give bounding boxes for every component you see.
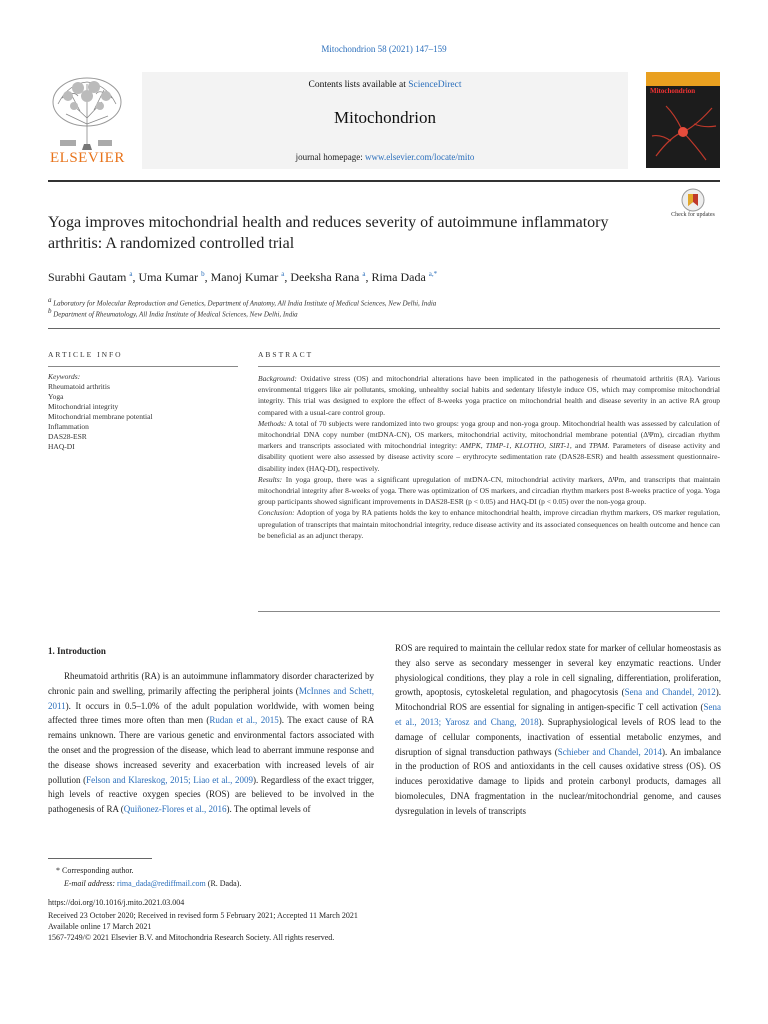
- email-link[interactable]: rima_dada@rediffmail.com: [117, 879, 206, 888]
- homepage-prefix: journal homepage:: [295, 152, 366, 162]
- abstract-rule: [258, 366, 720, 367]
- intro-text: ). The exact cause of RA remains unknown. There are various genetic and environmental factors associated with the onset and the progression of the disease, which lead to aberrant immune response and the disease shows increased severity and exacerbation with increased levels of air pollution (: [48, 715, 374, 785]
- keyword-item: Rheumatoid arthritis: [48, 382, 110, 391]
- header-rule: [48, 180, 720, 182]
- keywords-block: [48, 372, 153, 452]
- abstract-heading: ABSTRACT: [258, 350, 314, 359]
- check-for-updates-icon[interactable]: [677, 188, 711, 230]
- abstract-methods-and: and: [571, 441, 590, 451]
- intro-text: ). It occurs in 0.5–1.0% of the adult population worldwide, with women being affected three times more often than men (: [48, 700, 374, 726]
- introduction-heading: 1. Introduction: [48, 646, 106, 656]
- journal-cover-image: [646, 72, 720, 168]
- abstract-methods-text: A total of 70 subjects were randomized into two groups: yoga group and non-yoga group. Mitochondrial health was assessed by calculation of mitochondrial DNA copy number (mtDNA-CN), OS markers, mitochondrial activity, mitochondrial membrane potential (ΔΨm), circadian rhythm markers and transcripts associated with mitochondrial integrity:: [258, 418, 720, 451]
- abstract-results-label: Results:: [258, 474, 283, 484]
- article-info-heading: ARTICLE INFO: [48, 350, 123, 359]
- keyword-item: Mitochondrial integrity: [48, 402, 119, 411]
- abstract-background-label: Background:: [258, 374, 297, 383]
- author-affiliation-marker[interactable]: a: [362, 270, 366, 278]
- article-info-rule: [48, 366, 238, 367]
- keyword-item: Inflammation: [48, 422, 89, 431]
- journal-citation-link[interactable]: Mitochondrion 58 (2021) 147–159: [321, 44, 447, 54]
- citation-link[interactable]: Quiñonez-Flores et al., 2016: [123, 804, 227, 815]
- abstract-results: [258, 474, 720, 508]
- abstract-background-text: Oxidative stress (OS) and mitochondrial alterations have been implicated in the pathogenesis of rheumatoid arthritis (RA). Various environmental triggers like air pollutants, smoking, unhealthy social habits and sedentary lifestyle induce OS, which may compromise mitochondrial integrity. This trial was designed to explore the effect of 8-weeks yoga practice on mitochondrial health and disease severity in an active RA group compared with a usual-care control group.: [258, 374, 720, 417]
- affiliation-text: Department of Rheumatology, All India Institute of Medical Sciences, New Delhi, India: [53, 310, 298, 319]
- asterisk-marker: *: [56, 866, 60, 875]
- citation-link[interactable]: Felson and Klareskog, 2015; Liao et al., 2009: [86, 774, 253, 785]
- footnote-rule: [48, 858, 152, 859]
- abstract-methods: [258, 418, 720, 474]
- cover-title: Mitochondrion: [650, 87, 696, 95]
- intro-paragraph-2: [395, 641, 721, 819]
- corresponding-text: Corresponding author.: [62, 866, 134, 875]
- intro-text: ROS are required to maintain the cellular redox state for marker of cellular homeostasis as they also serve as secondary messenger in several key enzymatic reactions. Under physiological conditions, they play a role in cell signaling, differentiation, proliferation, growth, apoptosis, cytoskeletal regulation, and phagocytosis (: [395, 643, 721, 698]
- contents-prefix: Contents lists available at: [308, 80, 409, 90]
- copyright: 1567-7249/© 2021 Elsevier B.V. and Mitochondria Research Society. All rights reserved.: [48, 933, 335, 942]
- email-suffix: (R. Dada).: [207, 879, 242, 888]
- abstract-methods-text-2: . Parameters of disease activity and disability quotient were also assessed by disease activity score – erythrocyte sedimentation rate (DAS28-ESR) and health assessment questionnaire-disability index (HAQ-DI), respectively.: [258, 441, 721, 473]
- abstract-conclusion: [258, 507, 720, 541]
- email-note: [64, 879, 241, 888]
- abstract-background: [258, 373, 720, 418]
- homepage-link[interactable]: www.elsevier.com/locate/mito: [365, 152, 475, 162]
- intro-text: Rheumatoid arthritis (RA) is an autoimmune inflammatory disorder characterized by chronic pain and swelling, primarily affecting the peripheral joints (: [48, 671, 374, 696]
- author-affiliation-marker[interactable]: a: [281, 270, 285, 278]
- author-name[interactable]: Surabhi Gautam: [48, 270, 127, 284]
- keywords-label: Keywords:: [48, 372, 81, 381]
- abstract-methods-tpam: TPAM: [589, 441, 608, 451]
- cover-banner: [646, 72, 720, 86]
- affiliation-a: [48, 296, 436, 307]
- intro-text: ). Mitochondrial ROS are essential for signaling in antigen-specific T cell activation (: [395, 687, 721, 713]
- check-for-updates-label[interactable]: Check for updates: [671, 212, 715, 218]
- abstract-results-text: In yoga group, there was a significant upregulation of mtDNA-CN, mitochondrial activity markers, ΔΨm, and transcripts that maintain mitochondrial integrity after 8-weeks of yoga. There was optimization of OS markers, and circadian rhythm markers post 8-weeks practice of yoga. Yoga group participants showed significant improvements in DAS28-ESR (p < 0.05) and HAQ-DI (p < 0.05) over the non-yoga group.: [258, 474, 720, 507]
- abstract-methods-genes: AMPK, TIMP-1, KLOTHO, SIRT-1,: [460, 441, 572, 451]
- author-affiliation-marker[interactable]: b: [201, 270, 205, 278]
- citation-link[interactable]: Rudan et al., 2015: [209, 715, 279, 726]
- abstract-bottom-rule: [258, 611, 720, 612]
- abstract-conclusion-text: Adoption of yoga by RA patients holds the key to enhance mitochondrial health, improve circadian rhythm markers, OS marker regulation, upregulation of transcripts that maintain mitochondrial integrity, reduce disease activity and its associated consequences on health outcome and hence can be beneficial as an adjunct therapy.: [258, 508, 720, 540]
- affiliation-b: [48, 307, 298, 318]
- keyword-item: HAQ-DI: [48, 442, 75, 451]
- citation-link[interactable]: Sena et al., 2013; Yarosz and Chang, 2018: [395, 702, 721, 727]
- citation-link[interactable]: Schieber and Chandel, 2014: [557, 746, 662, 757]
- affiliation-marker: b: [48, 307, 52, 315]
- intro-text: ). An imbalance in the production of ROS and antioxidants in the cell causes oxidative stress (OS). OS induces peroxidative damage to lipids and protein carbonyl products, damages all biomolecules, DNA fragmentation in the nuclear/mitochondrial genome, and causes dysregulation in levels of transcripts: [395, 746, 721, 816]
- abstract-body: [258, 373, 720, 541]
- body-column-right: [395, 641, 721, 819]
- journal-homepage: [142, 152, 628, 162]
- intro-paragraph-1: [48, 669, 374, 817]
- journal-name: Mitochondrion: [334, 108, 436, 127]
- email-label: E-mail address:: [64, 879, 116, 888]
- affiliation-marker: a: [48, 296, 52, 304]
- elsevier-wordmark: ELSEVIER: [50, 150, 125, 166]
- author-affiliation-marker[interactable]: a,*: [428, 270, 438, 278]
- keyword-item: DAS28-ESR: [48, 432, 87, 441]
- keyword-item: Yoga: [48, 392, 64, 401]
- author-name[interactable]: Manoj Kumar: [210, 270, 279, 284]
- section-rule: [48, 328, 720, 329]
- article-title: Yoga improves mitochondrial health and reduces severity of autoimmune inflammatory arthritis: A randomized controlled trial: [48, 214, 609, 252]
- intro-text: ). Regardless of the exact trigger, high levels of reactive oxygen species (ROS) are believed to be involved in the pathogenesis of RA (: [48, 774, 374, 815]
- author-list: Surabhi Gautam $^a$, Uma Kumar $^b$, Manoj Kumar $^a$, Deeksha Rana $^a$, Rima Dada $^{a,*}$: [48, 270, 438, 284]
- affiliation-text: Laboratory for Molecular Reproduction and Genetics, Department of Anatomy, All India Institute of Medical Sciences, New Delhi, India: [53, 299, 437, 308]
- elsevier-tree-logo: [48, 74, 126, 150]
- corresponding-author-note: [56, 866, 134, 875]
- author-affiliation-marker[interactable]: a: [129, 270, 133, 278]
- keyword-item: Mitochondrial membrane potential: [48, 412, 153, 421]
- author-name[interactable]: Deeksha Rana: [290, 270, 360, 284]
- doi-link[interactable]: https://doi.org/10.1016/j.mito.2021.03.004: [48, 898, 185, 907]
- intro-text: ). The optimal levels of: [226, 804, 311, 815]
- intro-text: ). Supraphysiological levels of ROS lead to the damage of cellular components, inactivation of essential metabolic enzymes, and disruption of signal transduction pathways (: [395, 716, 721, 757]
- abstract-methods-label: Methods:: [258, 418, 287, 428]
- abstract-conclusion-label: Conclusion:: [258, 508, 295, 518]
- citation-link[interactable]: McInnes and Schett, 2011: [48, 685, 374, 711]
- received-dates: Received 23 October 2020; Received in revised form 5 February 2021; Accepted 11 March 2021: [48, 911, 358, 920]
- citation-link[interactable]: Sena and Chandel, 2012: [624, 687, 716, 698]
- author-name[interactable]: Rima Dada: [371, 270, 426, 284]
- author-name[interactable]: Uma Kumar: [138, 270, 199, 284]
- cover-artwork: [646, 96, 720, 168]
- contents-line: [142, 80, 628, 90]
- body-column-left: [48, 659, 374, 817]
- sciencedirect-link[interactable]: ScienceDirect: [408, 80, 462, 90]
- available-online: Available online 17 March 2021: [48, 922, 152, 931]
